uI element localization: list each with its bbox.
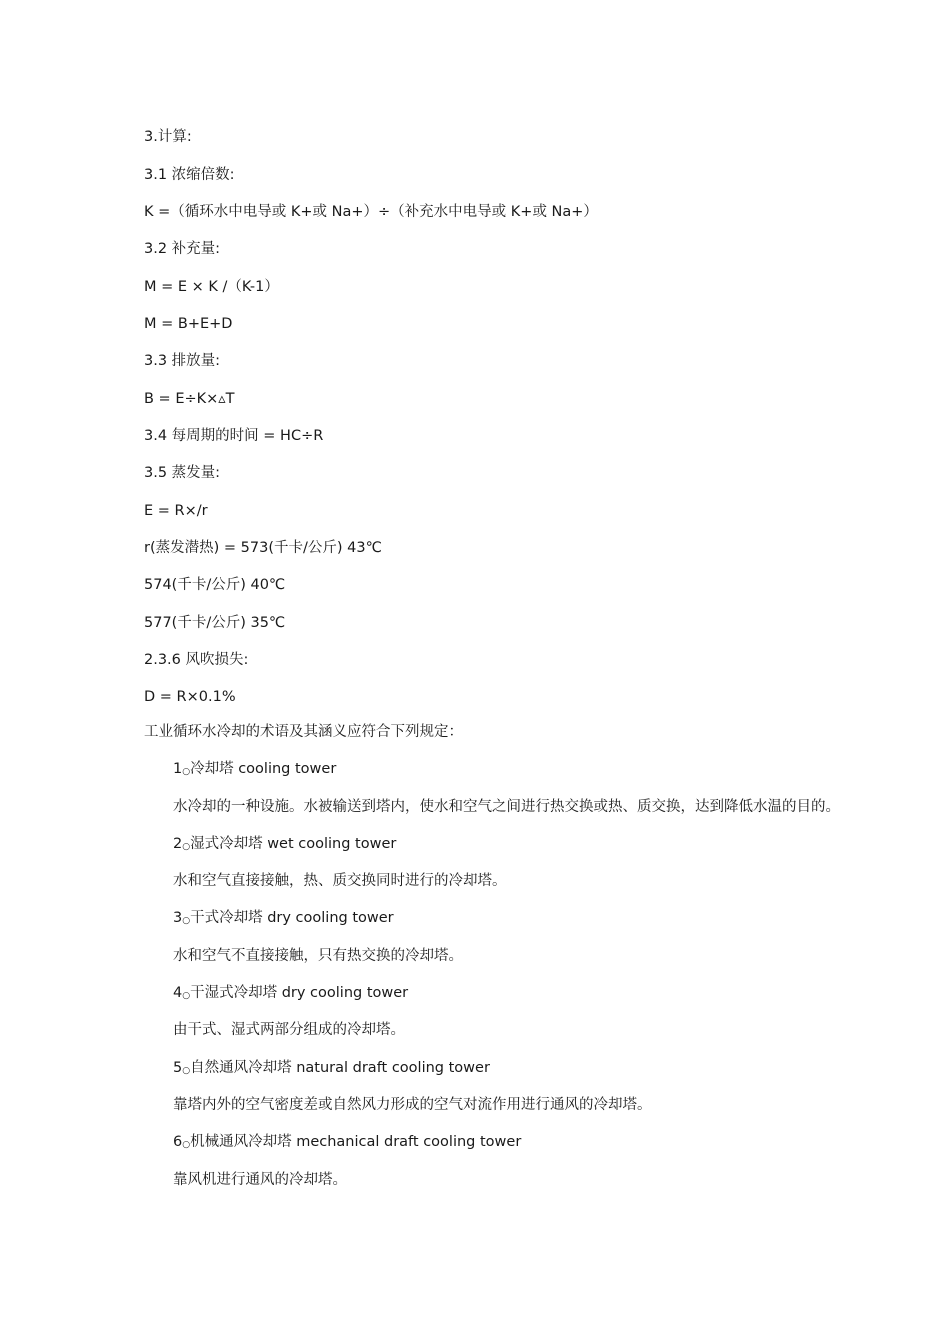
term-number: 4 xyxy=(173,985,183,1001)
term-4-definition: 由干式、湿式两部分组成的冷却塔。 xyxy=(173,1022,405,1038)
term-1 xyxy=(173,759,336,781)
term-number: 6 xyxy=(173,1134,183,1150)
term-title: 冷却塔 cooling tower xyxy=(190,761,337,777)
heading-evaporation: 3.5 蒸发量: xyxy=(144,465,221,481)
term-2-definition: 水和空气直接接触，热、质交换同时进行的冷却塔。 xyxy=(173,873,507,889)
formula-makeup-2: M = B+E+D xyxy=(144,316,233,332)
term-3-definition: 水和空气不直接接触，只有热交换的冷却塔。 xyxy=(173,948,463,964)
heading-windage: 2.3.6 风吹损失: xyxy=(144,652,249,668)
term-title: 干湿式冷却塔 dry cooling tower xyxy=(190,985,409,1001)
term-title: 机械通风冷却塔 mechanical draft cooling tower xyxy=(190,1134,522,1150)
term-number: 3 xyxy=(173,910,183,926)
term-4 xyxy=(173,983,408,1005)
term-5-definition: 靠塔内外的空气密度差或自然风力形成的空气对流作用进行通风的冷却塔。 xyxy=(173,1097,652,1113)
term-5 xyxy=(173,1058,490,1080)
term-6 xyxy=(173,1132,521,1154)
formula-concentration-ratio: K =（循环水中电导或 K+或 Na+）÷（补充水中电导或 K+或 Na+） xyxy=(144,204,598,220)
formula-cycle-time: 3.4 每周期的时间 = HC÷R xyxy=(144,428,324,444)
term-title: 自然通风冷却塔 natural draft cooling tower xyxy=(190,1060,490,1076)
heading-makeup: 3.2 补充量: xyxy=(144,241,221,257)
term-title: 干式冷却塔 dry cooling tower xyxy=(190,910,394,926)
section-heading-calculation: 3.计算: xyxy=(144,129,192,145)
circle-mark: ○ xyxy=(182,1140,191,1150)
latent-heat-43: r(蒸发潜热) = 573(千卡/公斤) 43℃ xyxy=(144,540,382,556)
formula-blowdown: B = E÷K×▵T xyxy=(144,391,235,407)
circle-mark: ○ xyxy=(182,767,191,777)
term-3 xyxy=(173,908,394,930)
term-number: 2 xyxy=(173,836,183,852)
term-6-definition: 靠风机进行通风的冷却塔。 xyxy=(173,1172,347,1188)
heading-blowdown: 3.3 排放量: xyxy=(144,353,221,369)
circle-mark: ○ xyxy=(182,991,191,1001)
terms-intro: 工业循环水冷却的术语及其涵义应符合下列规定： xyxy=(144,724,463,740)
formula-evaporation: E = R×/r xyxy=(144,503,208,519)
term-2 xyxy=(173,834,396,856)
term-title: 湿式冷却塔 wet cooling tower xyxy=(190,836,397,852)
latent-heat-35: 577(千卡/公斤) 35℃ xyxy=(144,615,286,631)
latent-heat-40: 574(千卡/公斤) 40℃ xyxy=(144,577,286,593)
heading-concentration-ratio: 3.1 浓缩倍数: xyxy=(144,167,235,183)
circle-mark: ○ xyxy=(182,1066,191,1076)
term-number: 5 xyxy=(173,1060,183,1076)
circle-mark: ○ xyxy=(182,916,191,926)
formula-windage: D = R×0.1% xyxy=(144,689,236,705)
circle-mark: ○ xyxy=(182,842,191,852)
formula-makeup-1: M = E × K /（K-1） xyxy=(144,279,279,295)
term-number: 1 xyxy=(173,761,183,777)
term-1-definition: 水冷却的一种设施。水被输送到塔内，使水和空气之间进行热交换或热、质交换，达到降低水温的目的。 xyxy=(173,799,840,815)
